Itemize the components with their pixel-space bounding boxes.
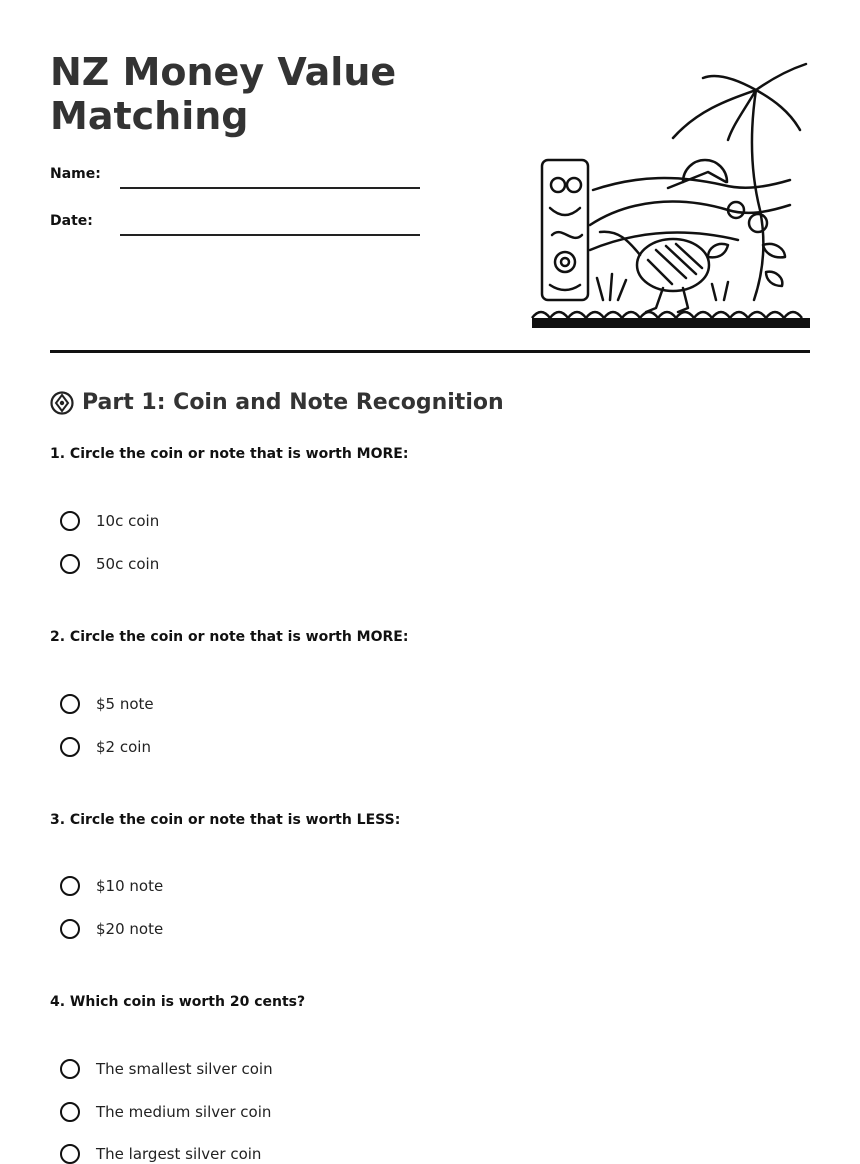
name-field[interactable] <box>120 187 420 189</box>
radio-circle[interactable] <box>60 694 80 714</box>
radio-circle[interactable] <box>60 1059 80 1079</box>
radio-circle[interactable] <box>60 876 80 896</box>
question-2: 2. Circle the coin or note that is worth MORE: <box>50 629 409 645</box>
option-q3-b[interactable] <box>60 919 163 939</box>
option-q4-a[interactable] <box>60 1059 273 1079</box>
option-label: 10c coin <box>96 512 160 530</box>
option-q3-a[interactable] <box>60 876 163 896</box>
question-1: 1. Circle the coin or note that is worth MORE: <box>50 446 409 462</box>
section-heading <box>50 390 504 415</box>
compass-icon <box>50 391 74 415</box>
option-q4-c[interactable] <box>60 1144 261 1164</box>
question-3: 3. Circle the coin or note that is worth LESS: <box>50 812 401 828</box>
option-label: $20 note <box>96 920 164 938</box>
question-4: 4. Which coin is worth 20 cents? <box>50 994 306 1010</box>
option-label: 50c coin <box>96 555 160 573</box>
option-q1-a[interactable] <box>60 511 159 531</box>
title-line-1: NZ Money Value <box>50 50 397 94</box>
date-field[interactable] <box>120 234 420 236</box>
date-label: Date: <box>50 213 93 229</box>
option-q2-b[interactable] <box>60 737 151 757</box>
radio-circle[interactable] <box>60 919 80 939</box>
section-title: Part 1: Coin and Note Recognition <box>82 390 504 415</box>
option-q1-b[interactable] <box>60 554 159 574</box>
option-q4-b[interactable] <box>60 1102 271 1122</box>
title-line-2: Matching <box>50 94 249 138</box>
option-label: $10 note <box>96 877 164 895</box>
worksheet-title <box>50 50 410 138</box>
radio-circle[interactable] <box>60 554 80 574</box>
radio-circle[interactable] <box>60 511 80 531</box>
option-label: The largest silver coin <box>96 1145 262 1163</box>
radio-circle[interactable] <box>60 1144 80 1164</box>
header-divider <box>50 350 810 353</box>
option-q2-a[interactable] <box>60 694 154 714</box>
option-label: The smallest silver coin <box>96 1060 273 1078</box>
option-label: $2 coin <box>96 738 151 756</box>
nz-scene-illustration <box>528 50 810 332</box>
radio-circle[interactable] <box>60 1102 80 1122</box>
radio-circle[interactable] <box>60 737 80 757</box>
option-label: The medium silver coin <box>96 1103 272 1121</box>
name-label: Name: <box>50 166 101 182</box>
option-label: $5 note <box>96 695 154 713</box>
